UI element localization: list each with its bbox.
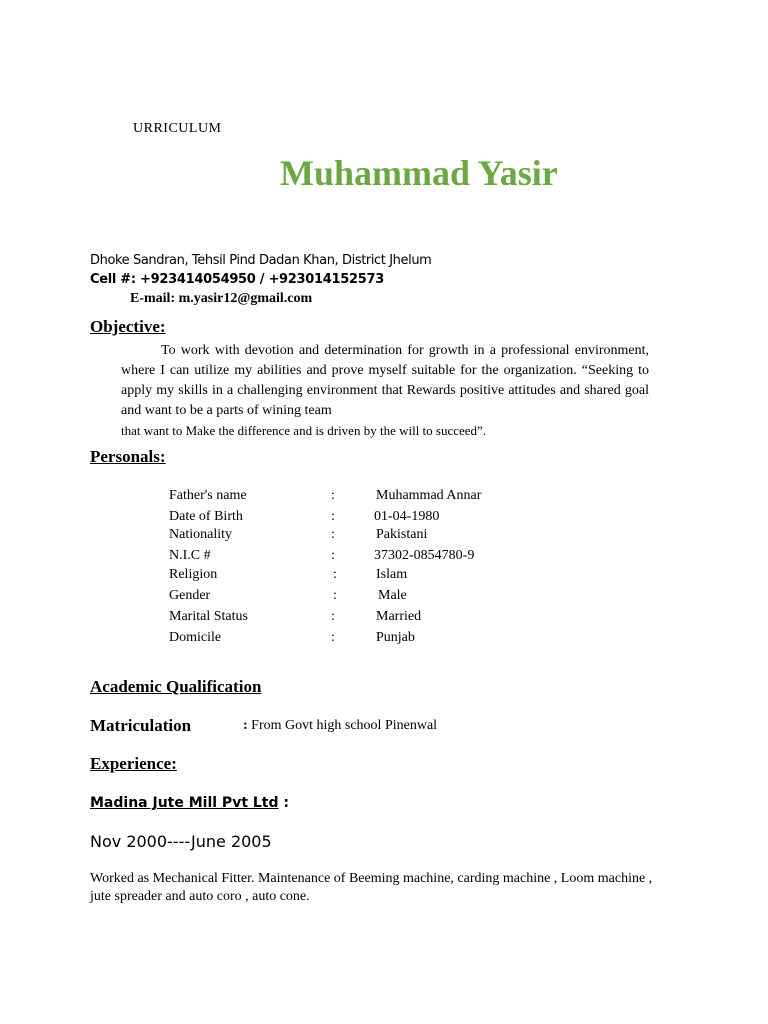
personal-label: Religion [169, 567, 218, 582]
personal-label: Nationality [169, 527, 232, 542]
personal-value: Male [378, 588, 407, 603]
address: Dhoke Sandran, Tehsil Pind Dadan Khan, District Jhelum [90, 253, 432, 268]
personal-label: N.I.C # [169, 548, 211, 563]
personal-separator: : [331, 527, 335, 542]
matriculation-value [243, 718, 437, 734]
personal-separator: : [333, 588, 337, 603]
objective-text-last: that want to Make the difference and is driven by the will to succeed”. [121, 423, 487, 438]
personal-separator: : [331, 609, 335, 624]
company-line [90, 795, 289, 811]
personal-value: 37302-0854780-9 [374, 548, 475, 563]
personal-value: Married [376, 609, 422, 624]
experience-heading: Experience: [90, 754, 177, 773]
matriculation-label: Matriculation [90, 716, 192, 735]
personal-label: Domicile [169, 630, 222, 645]
personal-value: Islam [376, 567, 408, 582]
objective-text-main: To work with devotion and determination for growth in a professional environment, where I can utilize my abilities and prove myself suitable for the organization. “Seeking to apply my skills in a challenging environment that Rewards positive attitudes and shared goal and want to be a parts of wining team [121, 343, 649, 418]
personal-value: Muhammad Annar [376, 488, 482, 503]
personal-label: Gender [169, 588, 211, 603]
personal-separator: : [331, 630, 335, 645]
cv-header-label: URRICULUM [133, 121, 222, 136]
personal-label: Date of Birth [169, 509, 243, 524]
personals-heading: Personals: [90, 447, 166, 466]
personal-value: Pakistani [376, 527, 428, 542]
objective-heading: Objective: [90, 317, 166, 336]
matriculation-school: From Govt high school Pinenwal [247, 718, 438, 733]
matriculation-separator: : [243, 718, 248, 733]
personal-separator: : [331, 548, 335, 563]
personal-separator: : [331, 488, 335, 503]
candidate-name: Muhammad Yasir [280, 153, 558, 193]
personal-label: Father's name [169, 488, 247, 503]
personal-value: Punjab [376, 630, 415, 645]
academic-heading: Academic Qualification [90, 677, 262, 696]
personal-separator: : [331, 509, 335, 524]
company-name: Madina Jute Mill Pvt Ltd [90, 795, 279, 811]
personal-separator: : [333, 567, 337, 582]
experience-description: Worked as Mechanical Fitter. Maintenance of Beeming machine, carding machine , Loom machine , jute spreader and auto coro , auto cone. [90, 871, 653, 904]
employment-period: Nov 2000----June 2005 [90, 832, 272, 851]
personal-value: 01-04-1980 [374, 509, 440, 524]
personal-label: Marital Status [169, 609, 248, 624]
cell-numbers: Cell #: +923414054950 / +923014152573 [90, 272, 384, 287]
objective-text [121, 341, 649, 441]
email: E-mail: m.yasir12@gmail.com [130, 291, 313, 306]
company-suffix: : [278, 795, 289, 811]
